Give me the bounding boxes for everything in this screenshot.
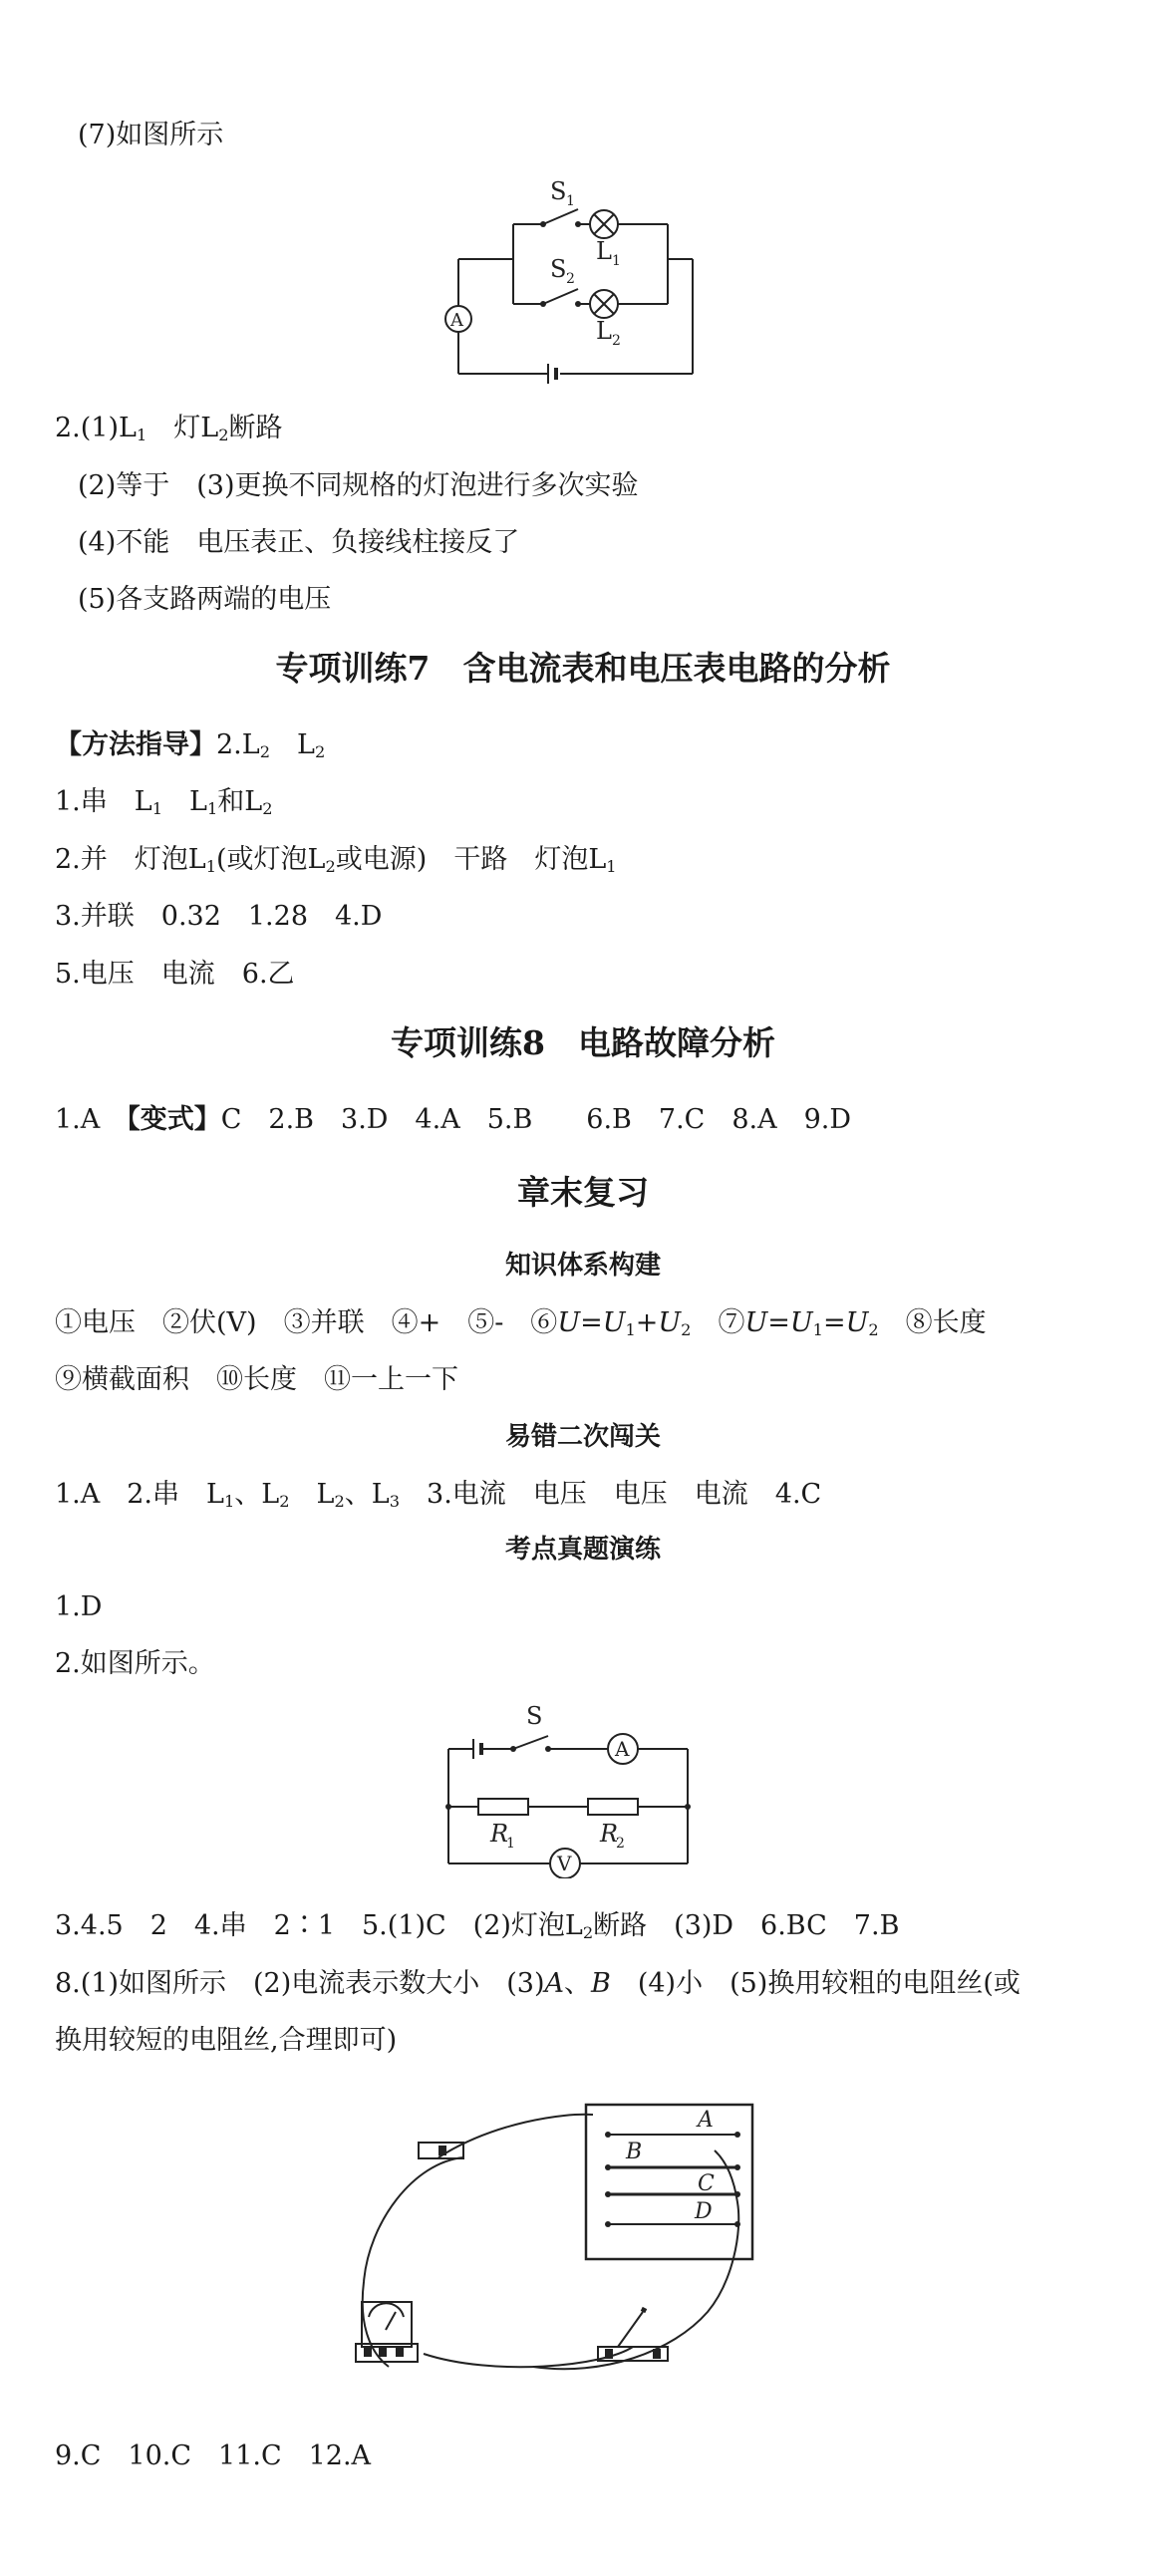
section-heading-7: 专项训练7 含电流表和电压表电路的分析 [275,649,891,688]
s7-row-4: 5.电压 电流 6.乙 [55,959,295,990]
exam-answer-8-line-1: 8.(1)如图所示 (2)电流表示数大小 (3)A、B (4)小 (5)换用较粗的电阻丝(或 [55,1968,1020,1999]
chapter-review-heading: 章末复习 [517,1173,649,1212]
svg-text:D: D [695,2199,713,2224]
knowledge-heading: 知识体系构建 [504,1251,661,1281]
circuit-figure-2 [438,1699,737,1878]
svg-text:R: R [600,1820,619,1848]
svg-text:V: V [557,1852,572,1875]
circuit-figure-1 [429,169,728,389]
svg-text:2: 2 [612,333,621,349]
s8-answers: 1.A 【变式】C 2.B 3.D 4.A 5.B 6.B 7.C 8.A 9.D [55,1104,851,1135]
svg-text:1: 1 [612,253,621,269]
exam-practice-heading: 考点真题演练 [504,1535,661,1565]
svg-text:A: A [450,310,463,331]
s7-row-3: 3.并联 0.32 1.28 4.D [55,901,383,932]
method-guide: 【方法指导】$2.L_2$ $L_2$ [55,729,326,762]
answer-2-line-4: (5)各支路两端的电压 [78,584,332,615]
svg-text:S: S [550,177,567,205]
knowledge-line-2: ⑨横截面积 ⑩长度 ⑪一上一下 [55,1364,458,1395]
error-review-answers: 1.A 2.串 $L_1$、$L_2$ $L_2$、$L_3$ 3.电流 电压 电压 电流 4.C [55,1479,822,1512]
exam-answer-9-12: 9.C 10.C 11.C 12.A [55,2440,372,2471]
svg-text:1: 1 [506,1836,515,1852]
svg-text:S: S [550,255,567,283]
knowledge-line-1: ①电压 ②伏(V) ③并联 ④+ ⑤- $⑥U=U_1+U_2$ $⑦U=U_1=U_2$ ⑧长度 [55,1307,987,1340]
exam-answer-2: 2.如图所示。 [55,1648,215,1679]
answer-2-line-3: (4)不能 电压表正、负接线柱接反了 [78,527,520,558]
exam-answer-8-line-2: 换用较短的电阻丝,合理即可) [55,2025,398,2056]
answer-2-line-2: (2)等于 (3)更换不同规格的灯泡进行多次实验 [78,470,639,501]
exam-answer-3-7: 3.4.5 2 4.串 2∶1 5.(1)C (2)灯泡$L_2$断路 (3)D 6.BC 7.B [55,1910,900,1943]
item-7: (7)如图所示 [78,120,224,150]
svg-text:R: R [490,1820,509,1848]
svg-text:L: L [596,317,612,345]
s7-row-2: 2.并 灯泡$L_1$(或灯泡$L_2$或电源) 干路 灯泡$L_1$ [55,844,617,877]
s7-row-1: 1.串 $L_1$ $L_1$和$L_2$ [55,786,273,819]
apparatus-figure-3 [344,2083,802,2392]
section-heading-8: 专项训练8 电路故障分析 [391,1023,775,1062]
svg-text:2: 2 [616,1836,625,1852]
svg-text:1: 1 [566,193,575,209]
svg-text:2: 2 [566,271,575,287]
svg-text:C: C [698,2171,715,2196]
exam-answer-1: 1.D [55,1591,103,1622]
answer-2-line-1: $2.(1)L_1$ 灯$L_2$断路 [55,413,283,445]
svg-text:S: S [526,1702,543,1730]
error-review-heading: 易错二次闯关 [504,1422,661,1452]
svg-text:L: L [596,237,612,265]
svg-text:A: A [615,1737,630,1761]
svg-text:A: A [698,2108,714,2133]
svg-text:B: B [626,2140,643,2164]
